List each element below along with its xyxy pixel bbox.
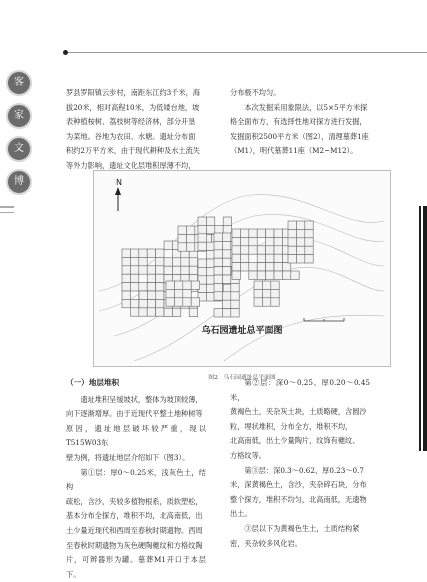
- grid-cell: [240, 254, 248, 262]
- grid-cell: [274, 271, 282, 279]
- text-line: 至春秋时期遗物为灰色硬陶夔纹和方格纹陶: [66, 540, 203, 550]
- grid-cell: [191, 281, 199, 289]
- text-column-left-top: [66, 86, 206, 174]
- grid-cell: [288, 255, 296, 263]
- text-line: 片，可辨器形为罐。墓葬M1开口于本层下。: [66, 555, 206, 579]
- grid-cell: [271, 281, 279, 289]
- text-line: 黄褐色土，夹杂灰土块，土质略硬，含圆沙: [230, 407, 367, 417]
- grid-cell: [214, 267, 222, 275]
- text-line: 表种植桉树、荔枝树等经济林，部分开垦: [66, 117, 196, 127]
- sidebar-badge: 家: [6, 103, 32, 129]
- grid-cell: [222, 258, 230, 266]
- grid-cell: [206, 293, 214, 301]
- text-line: 整个探方，堆积不均匀，北高南低，无遗物: [230, 494, 367, 504]
- text-line: 拔20米，相对高程10米，为低矮台地，坡: [66, 102, 200, 112]
- text-line: 粒，埋状堆积，分布全方，堆积不均，: [230, 421, 353, 431]
- grid-cell: [198, 267, 206, 275]
- grid-cell: [214, 250, 222, 258]
- figure-caption: 图2 乌石园遗址总平面图: [208, 375, 276, 381]
- text-line: 向下逐渐增厚。由于近现代平整土地种树等: [66, 409, 203, 419]
- text-line: 积约2万平方米，由于现代耕种及水土流失: [66, 146, 200, 156]
- grid-cell: [206, 276, 214, 284]
- grid-cell: [232, 254, 240, 262]
- text-line: 土少量近现代和西周至春秋时期遗物。西周: [66, 525, 203, 535]
- grid-cell: [189, 266, 197, 274]
- grid-cell: [164, 258, 172, 266]
- grid-cell: [147, 299, 155, 307]
- grid-cell: [122, 291, 130, 299]
- grid-cell: [139, 308, 147, 316]
- grid-cell: [305, 229, 313, 237]
- sidebar-badge: 博: [6, 169, 32, 195]
- grid-cell: [139, 291, 147, 299]
- grid-cell: [249, 263, 257, 271]
- text-column-left-bottom: [66, 376, 206, 582]
- sidebar-badge: 客: [6, 70, 32, 96]
- grid-cell: [147, 274, 155, 282]
- grid-cell: [122, 299, 130, 307]
- grid-cell: [172, 308, 180, 316]
- grid-cell: [249, 271, 257, 279]
- text-line: 本次发掘采用象限法，以5×5平方米探: [244, 102, 368, 112]
- grid-cell: [222, 267, 230, 275]
- grid-cell: [214, 241, 222, 249]
- grid-cell: [214, 292, 222, 300]
- grid-cell: [130, 283, 138, 291]
- contour-lines: [99, 195, 384, 361]
- grid-cell: [274, 229, 282, 237]
- grid-cell: [257, 229, 265, 237]
- grid-cell: [174, 281, 182, 289]
- grid-cell: [274, 237, 282, 245]
- grid-cell: [214, 275, 222, 283]
- grid-cell: [181, 266, 189, 274]
- grid-cell: [156, 266, 164, 274]
- grid-cell: [172, 266, 180, 274]
- grid-cell: [262, 281, 270, 289]
- grid-cell: [156, 299, 164, 307]
- grid-cell: [214, 283, 222, 291]
- grid-cell: [156, 283, 164, 291]
- grid-cell: [122, 274, 130, 282]
- grid-cell: [130, 257, 138, 265]
- grid-cell: [249, 229, 257, 237]
- site-plan-drawing: [94, 171, 390, 366]
- grid-cell: [178, 234, 186, 242]
- grid-cell: [232, 271, 240, 279]
- text-line: 遗址堆积呈缓坡状，整体为坡顶较薄，: [80, 394, 203, 404]
- text-column-right-top: [230, 86, 370, 159]
- scale-bar: [304, 318, 344, 321]
- text-line: ③层以下为黄褐色生土，土质结构紧: [244, 523, 360, 533]
- grid-cell: [271, 298, 279, 306]
- grid-cell: [266, 237, 274, 245]
- grid-cell: [206, 217, 214, 225]
- grid-cell: [254, 289, 262, 297]
- grid-cell: [147, 283, 155, 291]
- text-line: 第①层：厚0～0.25米，浅灰色土，结构: [66, 467, 206, 492]
- grid-cell: [206, 284, 214, 292]
- north-arrow-label: N: [116, 178, 122, 187]
- grid-cell: [166, 298, 174, 306]
- grid-cell: [147, 249, 155, 257]
- grid-cell: [166, 289, 174, 297]
- text-line: 罗县罗阳镇云步村，南距东江约3千米，海: [66, 88, 200, 97]
- grid-cell: [178, 226, 186, 234]
- grid-cell: [174, 298, 182, 306]
- text-line: 发掘面积2500平方米（图2），清理墓葬1座: [230, 131, 369, 141]
- text-line: 米，深黄褐色土，含沙，夹杂碎石块，分布: [230, 480, 367, 490]
- grid-cell: [139, 266, 147, 274]
- grid-cell: [214, 258, 222, 266]
- grid-cell: [122, 266, 130, 274]
- text-line: 壁为例，将遗址地层介绍如下（图3）。: [66, 452, 190, 462]
- grid-cell: [130, 274, 138, 282]
- text-line: 为菜地。谷地为农田、水塘。遗址分布面: [66, 131, 196, 141]
- grid-cell: [305, 246, 313, 254]
- right-edge-bar: [419, 206, 427, 451]
- grid-cell: [257, 271, 265, 279]
- grid-cell: [282, 271, 290, 279]
- grid-cell: [130, 308, 138, 316]
- grid-cell: [198, 225, 206, 233]
- grid-cell: [257, 263, 265, 271]
- grid-cell: [223, 225, 231, 233]
- grid-cell: [186, 226, 194, 234]
- figure-title: 乌石园遗址总平面图: [201, 326, 283, 336]
- grid-cell: [215, 225, 223, 233]
- grid-cell: [222, 275, 230, 283]
- grid-cell: [222, 300, 230, 308]
- grid-cell: [266, 246, 274, 254]
- grid-cell: [189, 258, 197, 266]
- grid-cell: [122, 249, 130, 257]
- grid-cell: [288, 229, 296, 237]
- grid-cell: [222, 292, 230, 300]
- grid-cell: [288, 238, 296, 246]
- grid-cell: [130, 299, 138, 307]
- grid-cell: [172, 258, 180, 266]
- grid-cell: [164, 241, 172, 249]
- text-line: 密，夹杂较多风化岩。: [230, 538, 302, 548]
- grid-cell: [231, 309, 239, 317]
- grid-cell: [282, 263, 290, 271]
- grid-cell: [178, 243, 186, 251]
- grid-cell: [206, 259, 214, 267]
- grid-cell: [274, 246, 282, 254]
- grid-cell: [206, 251, 214, 259]
- grid-cell: [198, 259, 206, 267]
- grid-cell: [266, 271, 274, 279]
- grid-cell: [130, 266, 138, 274]
- grid-cell: [183, 281, 191, 289]
- grid-cell: [122, 283, 130, 291]
- north-arrow: [115, 178, 122, 211]
- grid-cell: [174, 289, 182, 297]
- grid-cell: [222, 309, 230, 317]
- grid-cell: [291, 271, 299, 279]
- grid-cell: [156, 257, 164, 265]
- grid-cell: [186, 234, 194, 242]
- grid-cell: [249, 237, 257, 245]
- grid-cell: [296, 255, 304, 263]
- left-edge-mark: [0, 212, 14, 213]
- grid-cell: [183, 298, 191, 306]
- text-line: 等外力影响，遗址文化层堆积厚薄不均，: [66, 160, 196, 170]
- grid-cell: [262, 298, 270, 306]
- grid-cell: [222, 241, 230, 249]
- header-rule: [65, 52, 427, 53]
- grid-cell: [288, 221, 296, 229]
- text-line: 北高南低，出土少量陶片，纹饰有夔纹、: [230, 436, 360, 446]
- grid-cell: [305, 238, 313, 246]
- grid-cell: [305, 255, 313, 263]
- grid-cell: [139, 249, 147, 257]
- grid-cell: [139, 299, 147, 307]
- grid-cell: [266, 229, 274, 237]
- text-line: 基本分布全探方，堆积不均，北高南低，出: [66, 511, 203, 521]
- grid-cell: [271, 289, 279, 297]
- grid-cell: [139, 283, 147, 291]
- sidebar-badges: [6, 70, 32, 202]
- grid-cell: [240, 237, 248, 245]
- grid-cell: [288, 246, 296, 254]
- grid-cell: [156, 308, 164, 316]
- grid-cell: [181, 258, 189, 266]
- grid-cell: [214, 309, 222, 317]
- grid-cell: [206, 267, 214, 275]
- grid-cell: [191, 298, 199, 306]
- grid-cell: [257, 254, 265, 262]
- left-edge-mark: [0, 206, 14, 208]
- grid-cell: [198, 217, 206, 225]
- grid-cell: [231, 300, 239, 308]
- section-heading: （一）地层堆积: [66, 378, 120, 387]
- grid-cell: [139, 257, 147, 265]
- grid-cell: [296, 246, 304, 254]
- grid-cell: [206, 225, 214, 233]
- grid-cell: [206, 242, 214, 250]
- text-line: 疏松，含沙，夹较多植物根系，质软塑松，: [66, 496, 203, 506]
- grid-cell: [198, 234, 206, 242]
- grid-cell: [254, 281, 262, 289]
- grid-cell: [147, 266, 155, 274]
- grid-cell: [222, 250, 230, 258]
- text-line: 原因，遗址地层破坏较严重，现以T515W03东: [66, 423, 206, 448]
- grid-cell: [266, 263, 274, 271]
- grid-cell: [240, 229, 248, 237]
- grid-cell: [164, 266, 172, 274]
- text-line: 格全面布方，有选择性地对探方进行发掘，: [230, 117, 367, 127]
- grid-cell: [156, 291, 164, 299]
- grid-cell: [214, 233, 222, 241]
- grid-cell: [305, 221, 313, 229]
- grid-cell: [232, 237, 240, 245]
- grid-cell: [223, 284, 231, 292]
- grid-cell: [266, 254, 274, 262]
- text-column-right-bottom: [230, 376, 370, 551]
- text-line: 第③层：深0.3～0.62、厚0.23～0.7: [244, 465, 364, 475]
- grid-cell: [240, 263, 248, 271]
- header-dot: [63, 50, 68, 55]
- grid-cell: [296, 221, 304, 229]
- grid-cell: [296, 229, 304, 237]
- grid-cell: [262, 289, 270, 297]
- grid-cell: [130, 249, 138, 257]
- grid-cell: [183, 289, 191, 297]
- grid-cell: [222, 233, 230, 241]
- grid-cell: [254, 298, 262, 306]
- grid-cell: [166, 281, 174, 289]
- text-line: （M1），明代墓葬11座（M2~M12）。: [230, 146, 358, 156]
- grid-cell: [231, 283, 239, 291]
- grid-cell: [240, 246, 248, 254]
- grid-cell: [186, 243, 194, 251]
- grid-cell: [122, 257, 130, 265]
- grid-cell: [164, 308, 172, 316]
- grid-cell: [232, 246, 240, 254]
- grid-cell: [156, 274, 164, 282]
- grid-cell: [274, 254, 282, 262]
- grid-cell: [296, 238, 304, 246]
- grid-cell: [249, 246, 257, 254]
- grid-cell: [198, 242, 206, 250]
- sidebar-badge: 文: [6, 136, 32, 162]
- grid-cell: [232, 229, 240, 237]
- grid-cell: [231, 292, 239, 300]
- text-line: 第②层：深0～0.25、厚0.20～0.45米，: [230, 378, 370, 402]
- excavation-grid: [122, 217, 313, 317]
- grid-cell: [274, 263, 282, 271]
- grid-cell: [257, 246, 265, 254]
- grid-cell: [189, 308, 197, 316]
- grid-cell: [147, 291, 155, 299]
- grid-cell: [147, 308, 155, 316]
- grid-cell: [232, 263, 240, 271]
- text-line: 出土。: [230, 509, 252, 519]
- text-line: 分布极不均匀。: [230, 88, 281, 97]
- grid-cell: [156, 249, 164, 257]
- grid-cell: [223, 217, 231, 225]
- site-plan-figure: [93, 170, 391, 367]
- text-line: 方格纹等。: [230, 450, 266, 460]
